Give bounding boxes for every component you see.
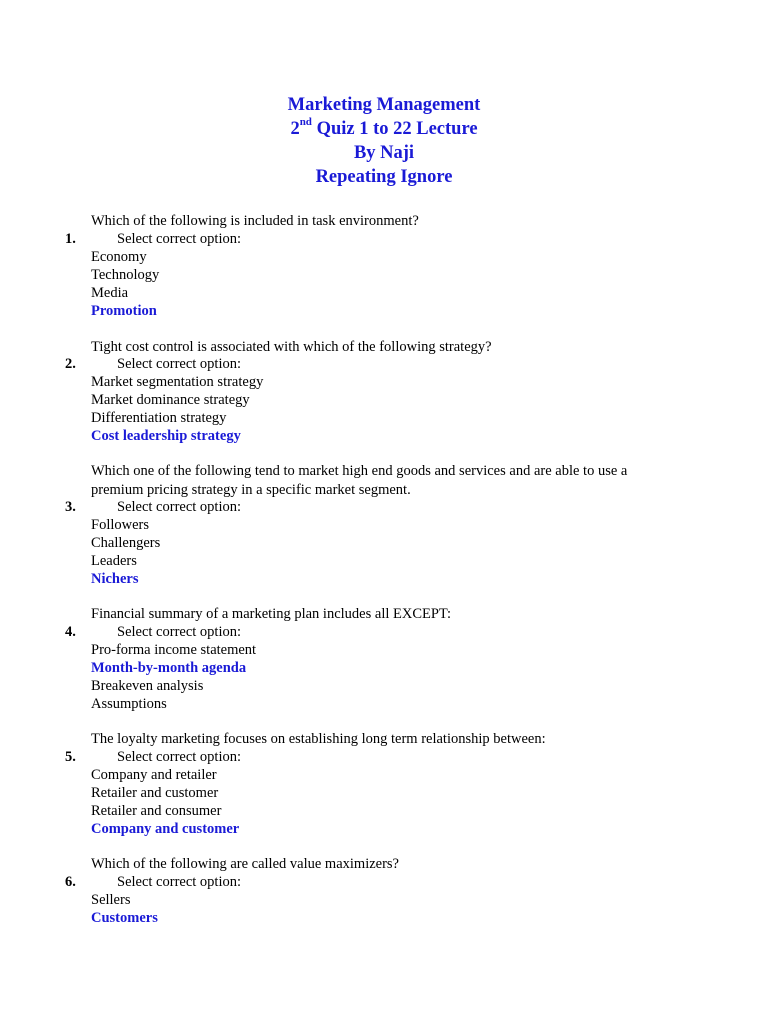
- option: Company and retailer: [91, 767, 217, 783]
- correct-option: Promotion: [91, 303, 157, 319]
- option: Retailer and consumer: [91, 803, 222, 819]
- option: Market dominance strategy: [91, 392, 250, 408]
- question-text: Tight cost control is associated with which of the following strategy?: [91, 339, 492, 355]
- question-number: 1.: [65, 231, 76, 247]
- question-number: 5.: [65, 749, 76, 765]
- question-number: 2.: [65, 356, 76, 372]
- document-title: Marketing Management: [287, 95, 481, 115]
- correct-option: Cost leadership strategy: [91, 428, 241, 444]
- question-number: 6.: [65, 874, 76, 890]
- question-text: Financial summary of a marketing plan includes all EXCEPT:: [91, 606, 452, 622]
- question-text: Which one of the following tend to market high end goods and services and are able to use a premium pricing strategy in a specific market segment.: [91, 463, 628, 498]
- option: Sellers: [91, 892, 131, 908]
- option: Retailer and customer: [91, 785, 219, 801]
- correct-option: Customers: [91, 910, 158, 926]
- correct-option: Month-by-month agenda: [91, 660, 247, 676]
- author-line: By Naji: [353, 143, 415, 163]
- subtitle-number: 2: [290, 119, 300, 139]
- subtitle-ordinal: nd: [299, 115, 312, 128]
- subtitle-rest: Quiz 1 to 22 Lecture: [311, 119, 478, 139]
- option: Assumptions: [91, 696, 167, 712]
- select-prompt: Select correct option:: [117, 231, 242, 247]
- option: Technology: [91, 267, 160, 283]
- question-number: 3.: [65, 499, 76, 515]
- select-prompt: Select correct option:: [117, 749, 242, 765]
- question-text: Which of the following are called value maximizers?: [91, 856, 399, 872]
- select-prompt: Select correct option:: [117, 624, 242, 640]
- option: Breakeven analysis: [91, 678, 204, 694]
- select-prompt: Select correct option:: [117, 356, 242, 372]
- option: Economy: [91, 249, 147, 265]
- correct-option: Nichers: [91, 571, 139, 587]
- option: Pro-forma income statement: [91, 642, 257, 658]
- option: Leaders: [91, 553, 137, 569]
- correct-option: Company and customer: [91, 821, 240, 837]
- select-prompt: Select correct option:: [117, 499, 242, 515]
- option: Followers: [91, 517, 149, 533]
- select-prompt: Select correct option:: [117, 874, 242, 890]
- option: Market segmentation strategy: [91, 374, 264, 390]
- option: Media: [91, 285, 129, 301]
- quiz-subtitle: [0, 117, 768, 141]
- question-text: The loyalty marketing focuses on establishing long term relationship between:: [91, 731, 546, 747]
- question-text: Which of the following is included in task environment?: [91, 213, 419, 229]
- option: Challengers: [91, 535, 161, 551]
- note-line: Repeating Ignore: [315, 167, 453, 187]
- question-number: 4.: [65, 624, 76, 640]
- option: Differentiation strategy: [91, 410, 227, 426]
